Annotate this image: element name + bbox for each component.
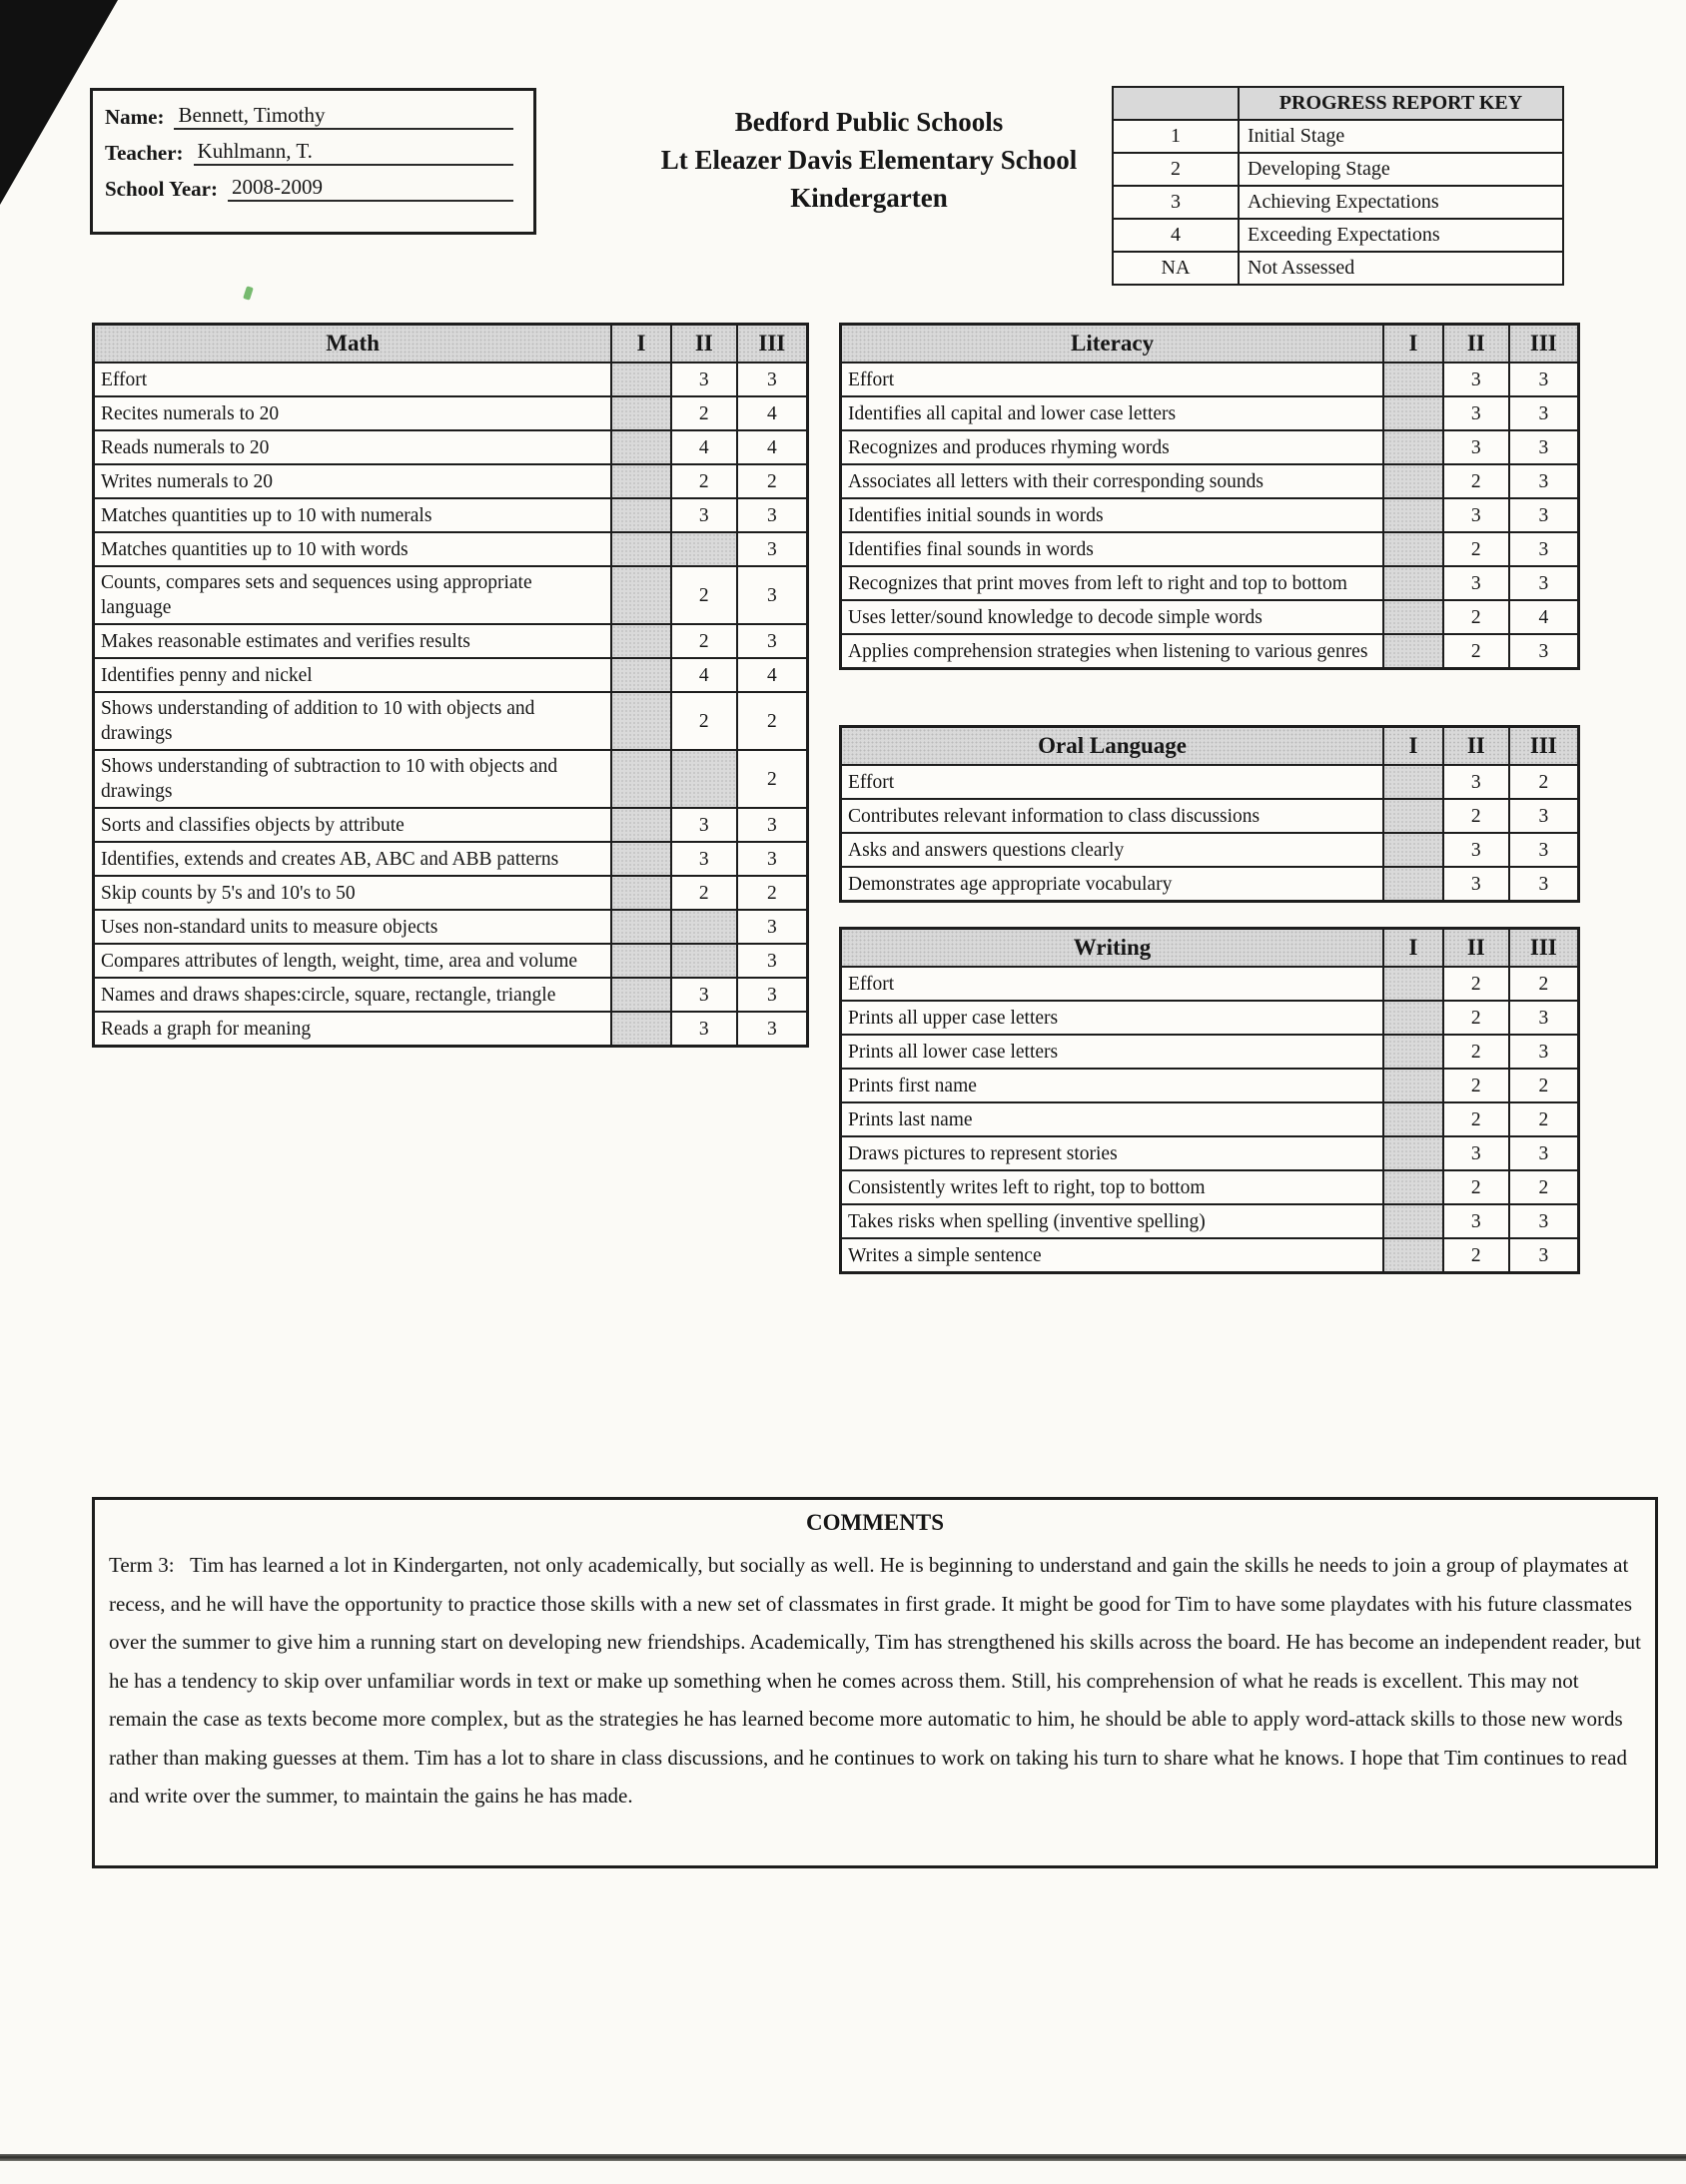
score-cell-term2: 2: [671, 566, 737, 624]
score-cell-term3: 2: [737, 750, 808, 808]
math-table: [92, 323, 809, 1048]
student-name-row: [105, 103, 519, 130]
table-row: [94, 692, 808, 750]
math-header-row: [94, 325, 808, 364]
skill-label-cell: Prints all upper case letters: [841, 1001, 1384, 1035]
column-header-term3: III: [1509, 929, 1579, 968]
score-cell-term1: [1383, 799, 1443, 833]
table-row: [94, 624, 808, 658]
scan-edge-artifact: [0, 2154, 1686, 2161]
score-cell-term1: [611, 1012, 671, 1047]
score-cell-term2: 2: [1443, 1069, 1509, 1102]
key-code-cell: 4: [1113, 219, 1239, 252]
score-cell-term1: [1383, 1069, 1443, 1102]
score-cell-term3: 2: [737, 464, 808, 498]
skill-label-cell: Recites numerals to 20: [94, 396, 612, 430]
table-row: [841, 532, 1579, 566]
score-cell-term1: [611, 842, 671, 876]
skill-label-cell: Compares attributes of length, weight, time, area and volume: [94, 944, 612, 978]
score-cell-term1: [1383, 363, 1443, 396]
score-cell-term2: [671, 910, 737, 944]
school-header: [544, 103, 1194, 217]
score-cell-term2: 3: [671, 1012, 737, 1047]
score-cell-term1: [1383, 1102, 1443, 1136]
column-header-term1: I: [1383, 325, 1443, 364]
score-cell-term3: 4: [737, 658, 808, 692]
table-row: [94, 876, 808, 910]
score-cell-term2: 3: [1443, 363, 1509, 396]
score-cell-term2: 4: [671, 430, 737, 464]
skill-label-cell: Recognizes and produces rhyming words: [841, 430, 1384, 464]
column-header-term3: III: [1509, 727, 1579, 766]
table-row: [94, 842, 808, 876]
table-row: [94, 1012, 808, 1047]
skill-label-cell: Writes a simple sentence: [841, 1238, 1384, 1273]
score-cell-term3: 3: [737, 532, 808, 566]
key-row: [1113, 186, 1563, 219]
score-cell-term2: 2: [671, 624, 737, 658]
skill-label-cell: Matches quantities up to 10 with words: [94, 532, 612, 566]
writing-table: [839, 927, 1580, 1274]
column-header-term2: II: [1443, 325, 1509, 364]
skill-label-cell: Identifies all capital and lower case letters: [841, 396, 1384, 430]
oral-language-header-row: [841, 727, 1579, 766]
score-cell-term2: 3: [671, 498, 737, 532]
skill-label-cell: Uses letter/sound knowledge to decode simple words: [841, 600, 1384, 634]
score-cell-term3: 3: [1509, 1035, 1579, 1069]
score-cell-term1: [1383, 867, 1443, 902]
table-row: [841, 1035, 1579, 1069]
table-row: [841, 1204, 1579, 1238]
score-cell-term3: 2: [737, 692, 808, 750]
score-cell-term1: [1383, 396, 1443, 430]
skill-label-cell: Identifies final sounds in words: [841, 532, 1384, 566]
comments-section: [92, 1497, 1658, 1868]
oral-language-table: [839, 725, 1580, 903]
score-cell-term1: [1383, 1035, 1443, 1069]
score-cell-term3: 3: [737, 363, 808, 396]
table-row: [841, 1238, 1579, 1273]
key-code-cell: 3: [1113, 186, 1239, 219]
term-label: Term 3:: [109, 1553, 175, 1577]
score-cell-term2: 2: [671, 396, 737, 430]
score-cell-term2: 3: [1443, 1136, 1509, 1170]
score-cell-term3: 3: [1509, 634, 1579, 669]
score-cell-term2: [671, 532, 737, 566]
score-cell-term3: 3: [1509, 532, 1579, 566]
score-cell-term2: [671, 750, 737, 808]
table-row: [94, 464, 808, 498]
score-cell-term2: 3: [1443, 1204, 1509, 1238]
skill-label-cell: Asks and answers questions clearly: [841, 833, 1384, 867]
comments-text: [109, 1546, 1641, 1816]
score-cell-term1: [1383, 1136, 1443, 1170]
table-row: [841, 430, 1579, 464]
table-row: [841, 1102, 1579, 1136]
writing-table-title: Writing: [841, 929, 1384, 968]
score-cell-term1: [1383, 430, 1443, 464]
score-cell-term1: [1383, 765, 1443, 799]
score-cell-term1: [611, 566, 671, 624]
key-code-cell: NA: [1113, 252, 1239, 285]
score-cell-term2: 2: [1443, 464, 1509, 498]
key-meaning-cell: Initial Stage: [1239, 120, 1563, 153]
table-row: [841, 634, 1579, 669]
table-row: [841, 765, 1579, 799]
table-row: [841, 867, 1579, 902]
literacy-header-row: [841, 325, 1579, 364]
table-row: [94, 750, 808, 808]
table-row: [94, 978, 808, 1012]
score-cell-term3: 4: [1509, 600, 1579, 634]
key-code-cell: 2: [1113, 153, 1239, 186]
score-cell-term1: [611, 910, 671, 944]
score-cell-term3: 3: [737, 910, 808, 944]
score-cell-term3: 3: [1509, 363, 1579, 396]
student-info-box: [90, 88, 536, 235]
skill-label-cell: Applies comprehension strategies when listening to various genres: [841, 634, 1384, 669]
table-row: [94, 944, 808, 978]
skill-label-cell: Names and draws shapes:circle, square, rectangle, triangle: [94, 978, 612, 1012]
table-row: [841, 363, 1579, 396]
comments-title: COMMENTS: [806, 1510, 944, 1535]
teacher-label: Teacher:: [105, 141, 184, 165]
score-cell-term1: [1383, 1170, 1443, 1204]
school-name: Lt Eleazer Davis Elementary School: [660, 145, 1078, 175]
skill-label-cell: Draws pictures to represent stories: [841, 1136, 1384, 1170]
score-cell-term1: [611, 624, 671, 658]
score-cell-term2: 2: [1443, 600, 1509, 634]
score-cell-term3: 4: [737, 396, 808, 430]
score-cell-term3: 3: [737, 624, 808, 658]
key-header-row: [1113, 87, 1563, 120]
literacy-table: [839, 323, 1580, 670]
score-cell-term3: 3: [737, 978, 808, 1012]
score-cell-term3: 3: [1509, 1136, 1579, 1170]
score-cell-term3: 3: [1509, 1001, 1579, 1035]
skill-label-cell: Associates all letters with their corresponding sounds: [841, 464, 1384, 498]
score-cell-term3: 2: [1509, 1102, 1579, 1136]
school-year-row: [105, 175, 519, 202]
green-pen-mark: [243, 286, 254, 301]
score-cell-term2: 2: [671, 692, 737, 750]
skill-label-cell: Demonstrates age appropriate vocabulary: [841, 867, 1384, 902]
skill-label-cell: Prints first name: [841, 1069, 1384, 1102]
score-cell-term3: 3: [1509, 430, 1579, 464]
grade-level: Kindergarten: [790, 183, 948, 213]
skill-label-cell: Prints all lower case letters: [841, 1035, 1384, 1069]
skill-label-cell: Consistently writes left to right, top to bottom: [841, 1170, 1384, 1204]
table-row: [841, 396, 1579, 430]
score-cell-term1: [611, 944, 671, 978]
score-cell-term2: 3: [671, 363, 737, 396]
literacy-table-title: Literacy: [841, 325, 1384, 364]
score-cell-term3: 3: [1509, 498, 1579, 532]
score-cell-term3: 3: [1509, 566, 1579, 600]
table-row: [841, 833, 1579, 867]
table-row: [94, 808, 808, 842]
skill-label-cell: Matches quantities up to 10 with numerals: [94, 498, 612, 532]
score-cell-term2: 3: [1443, 430, 1509, 464]
key-code-cell: 1: [1113, 120, 1239, 153]
score-cell-term2: 2: [1443, 634, 1509, 669]
key-title: PROGRESS REPORT KEY: [1239, 87, 1563, 120]
table-row: [94, 910, 808, 944]
score-cell-term1: [611, 978, 671, 1012]
score-cell-term3: 3: [737, 944, 808, 978]
score-cell-term3: 2: [1509, 1069, 1579, 1102]
column-header-term1: I: [611, 325, 671, 364]
score-cell-term2: 2: [1443, 1102, 1509, 1136]
score-cell-term2: 3: [1443, 867, 1509, 902]
math-table-title: Math: [94, 325, 612, 364]
column-header-term3: III: [737, 325, 808, 364]
score-cell-term3: 2: [1509, 967, 1579, 1001]
score-cell-term3: 3: [1509, 1204, 1579, 1238]
score-cell-term2: 2: [1443, 1170, 1509, 1204]
name-label: Name:: [105, 105, 165, 129]
school-year-label: School Year:: [105, 177, 218, 201]
skill-label-cell: Effort: [94, 363, 612, 396]
score-cell-term1: [611, 430, 671, 464]
table-row: [94, 566, 808, 624]
score-cell-term2: 3: [1443, 566, 1509, 600]
score-cell-term3: 2: [1509, 765, 1579, 799]
score-cell-term2: 2: [1443, 1238, 1509, 1273]
oral-language-table-title: Oral Language: [841, 727, 1384, 766]
skill-label-cell: Prints last name: [841, 1102, 1384, 1136]
table-row: [841, 464, 1579, 498]
score-cell-term3: 3: [1509, 1238, 1579, 1273]
score-cell-term3: 2: [737, 876, 808, 910]
score-cell-term1: [1383, 833, 1443, 867]
teacher-row: [105, 139, 519, 166]
score-cell-term2: 2: [1443, 1001, 1509, 1035]
score-cell-term1: [611, 692, 671, 750]
column-header-term2: II: [1443, 727, 1509, 766]
progress-report-key: [1112, 86, 1564, 286]
score-cell-term2: 4: [671, 658, 737, 692]
skill-label-cell: Identifies, extends and creates AB, ABC and ABB patterns: [94, 842, 612, 876]
skill-label-cell: Reads a graph for meaning: [94, 1012, 612, 1047]
skill-label-cell: Takes risks when spelling (inventive spelling): [841, 1204, 1384, 1238]
score-cell-term1: [1383, 634, 1443, 669]
score-cell-term1: [1383, 967, 1443, 1001]
skill-label-cell: Identifies penny and nickel: [94, 658, 612, 692]
key-row: [1113, 153, 1563, 186]
score-cell-term1: [1383, 464, 1443, 498]
score-cell-term1: [611, 658, 671, 692]
score-cell-term1: [611, 498, 671, 532]
score-cell-term1: [611, 808, 671, 842]
score-cell-term2: 2: [1443, 532, 1509, 566]
score-cell-term3: 3: [737, 566, 808, 624]
score-cell-term2: 2: [1443, 799, 1509, 833]
table-row: [841, 498, 1579, 532]
score-cell-term2: 2: [671, 876, 737, 910]
score-cell-term2: 3: [1443, 833, 1509, 867]
table-row: [841, 799, 1579, 833]
key-meaning-cell: Exceeding Expectations: [1239, 219, 1563, 252]
skill-label-cell: Uses non-standard units to measure objects: [94, 910, 612, 944]
table-row: [841, 1170, 1579, 1204]
score-cell-term3: 3: [1509, 396, 1579, 430]
score-cell-term3: 3: [737, 808, 808, 842]
score-cell-term1: [1383, 498, 1443, 532]
score-cell-term1: [1383, 1001, 1443, 1035]
score-cell-term2: 3: [1443, 396, 1509, 430]
score-cell-term3: 4: [737, 430, 808, 464]
score-cell-term3: 3: [737, 1012, 808, 1047]
table-row: [841, 967, 1579, 1001]
skill-label-cell: Identifies initial sounds in words: [841, 498, 1384, 532]
school-year-value: 2008-2009: [228, 175, 513, 202]
table-row: [94, 396, 808, 430]
skill-label-cell: Sorts and classifies objects by attribute: [94, 808, 612, 842]
score-cell-term1: [1383, 600, 1443, 634]
skill-label-cell: Effort: [841, 967, 1384, 1001]
name-value: Bennett, Timothy: [174, 103, 513, 130]
score-cell-term2: 2: [1443, 1035, 1509, 1069]
score-cell-term2: 3: [1443, 765, 1509, 799]
skill-label-cell: Recognizes that print moves from left to right and top to bottom: [841, 566, 1384, 600]
key-row: [1113, 252, 1563, 285]
score-cell-term1: [611, 464, 671, 498]
skill-label-cell: Reads numerals to 20: [94, 430, 612, 464]
key-row: [1113, 120, 1563, 153]
skill-label-cell: Contributes relevant information to class discussions: [841, 799, 1384, 833]
skill-label-cell: Effort: [841, 363, 1384, 396]
key-meaning-cell: Developing Stage: [1239, 153, 1563, 186]
table-row: [94, 498, 808, 532]
table-row: [94, 363, 808, 396]
score-cell-term2: 2: [671, 464, 737, 498]
table-row: [841, 1069, 1579, 1102]
table-row: [841, 600, 1579, 634]
score-cell-term2: 3: [671, 808, 737, 842]
score-cell-term1: [1383, 532, 1443, 566]
skill-label-cell: Shows understanding of subtraction to 10 with objects and drawings: [94, 750, 612, 808]
score-cell-term3: 3: [737, 498, 808, 532]
skill-label-cell: Counts, compares sets and sequences using appropriate language: [94, 566, 612, 624]
score-cell-term3: 3: [1509, 867, 1579, 902]
score-cell-term1: [611, 750, 671, 808]
score-cell-term3: 3: [1509, 464, 1579, 498]
key-meaning-cell: Not Assessed: [1239, 252, 1563, 285]
table-row: [94, 430, 808, 464]
score-cell-term3: 3: [737, 842, 808, 876]
score-cell-term2: 2: [1443, 967, 1509, 1001]
comments-body: Tim has learned a lot in Kindergarten, not only academically, but socially as well. He is beginning to understand and gain the skills he needs to join a group of playmates at recess, and he will have the opportunity to practice those skills with a new set of classmates in first grade. It might be good for Tim to have some playdates with his future classmates over the summer to give him a running start on developing new friendships. Academically, Tim has strengthened his skills across the board. He has become an independent reader, but he has a tendency to skip over unfamiliar words in text or make up something when he comes across them. Still, his comprehension of what he reads is excellent. This may not remain the case as texts become more complex, but as the strategies he has learned become more automatic to him, he should be able to apply word-attack skills to those new words rather than making guesses at them. Tim has a lot to share in class discussions, and he continues to work on taking his turn to share what he knows. I hope that Tim continues to read and write over the summer, to maintain the gains he has made.: [109, 1553, 1641, 1808]
column-header-term2: II: [1443, 929, 1509, 968]
district-name: Bedford Public Schools: [734, 107, 1004, 137]
score-cell-term3: 2: [1509, 1170, 1579, 1204]
table-row: [841, 566, 1579, 600]
skill-label-cell: Shows understanding of addition to 10 with objects and drawings: [94, 692, 612, 750]
key-header-blank-cell: [1113, 87, 1239, 120]
skill-label-cell: Makes reasonable estimates and verifies results: [94, 624, 612, 658]
skill-label-cell: Writes numerals to 20: [94, 464, 612, 498]
score-cell-term1: [1383, 1204, 1443, 1238]
score-cell-term3: 3: [1509, 799, 1579, 833]
skill-label-cell: Effort: [841, 765, 1384, 799]
score-cell-term3: 3: [1509, 833, 1579, 867]
teacher-value: Kuhlmann, T.: [194, 139, 513, 166]
score-cell-term1: [611, 532, 671, 566]
key-row: [1113, 219, 1563, 252]
score-cell-term1: [1383, 566, 1443, 600]
column-header-term1: I: [1383, 727, 1443, 766]
score-cell-term1: [611, 396, 671, 430]
score-cell-term2: [671, 944, 737, 978]
column-header-term3: III: [1509, 325, 1579, 364]
score-cell-term2: 3: [1443, 498, 1509, 532]
writing-header-row: [841, 929, 1579, 968]
score-cell-term1: [611, 363, 671, 396]
skill-label-cell: Skip counts by 5's and 10's to 50: [94, 876, 612, 910]
table-row: [94, 658, 808, 692]
score-cell-term1: [611, 876, 671, 910]
score-cell-term1: [1383, 1238, 1443, 1273]
column-header-term2: II: [671, 325, 737, 364]
table-row: [94, 532, 808, 566]
score-cell-term2: 3: [671, 842, 737, 876]
score-cell-term2: 3: [671, 978, 737, 1012]
table-row: [841, 1136, 1579, 1170]
table-row: [841, 1001, 1579, 1035]
key-meaning-cell: Achieving Expectations: [1239, 186, 1563, 219]
column-header-term1: I: [1383, 929, 1443, 968]
